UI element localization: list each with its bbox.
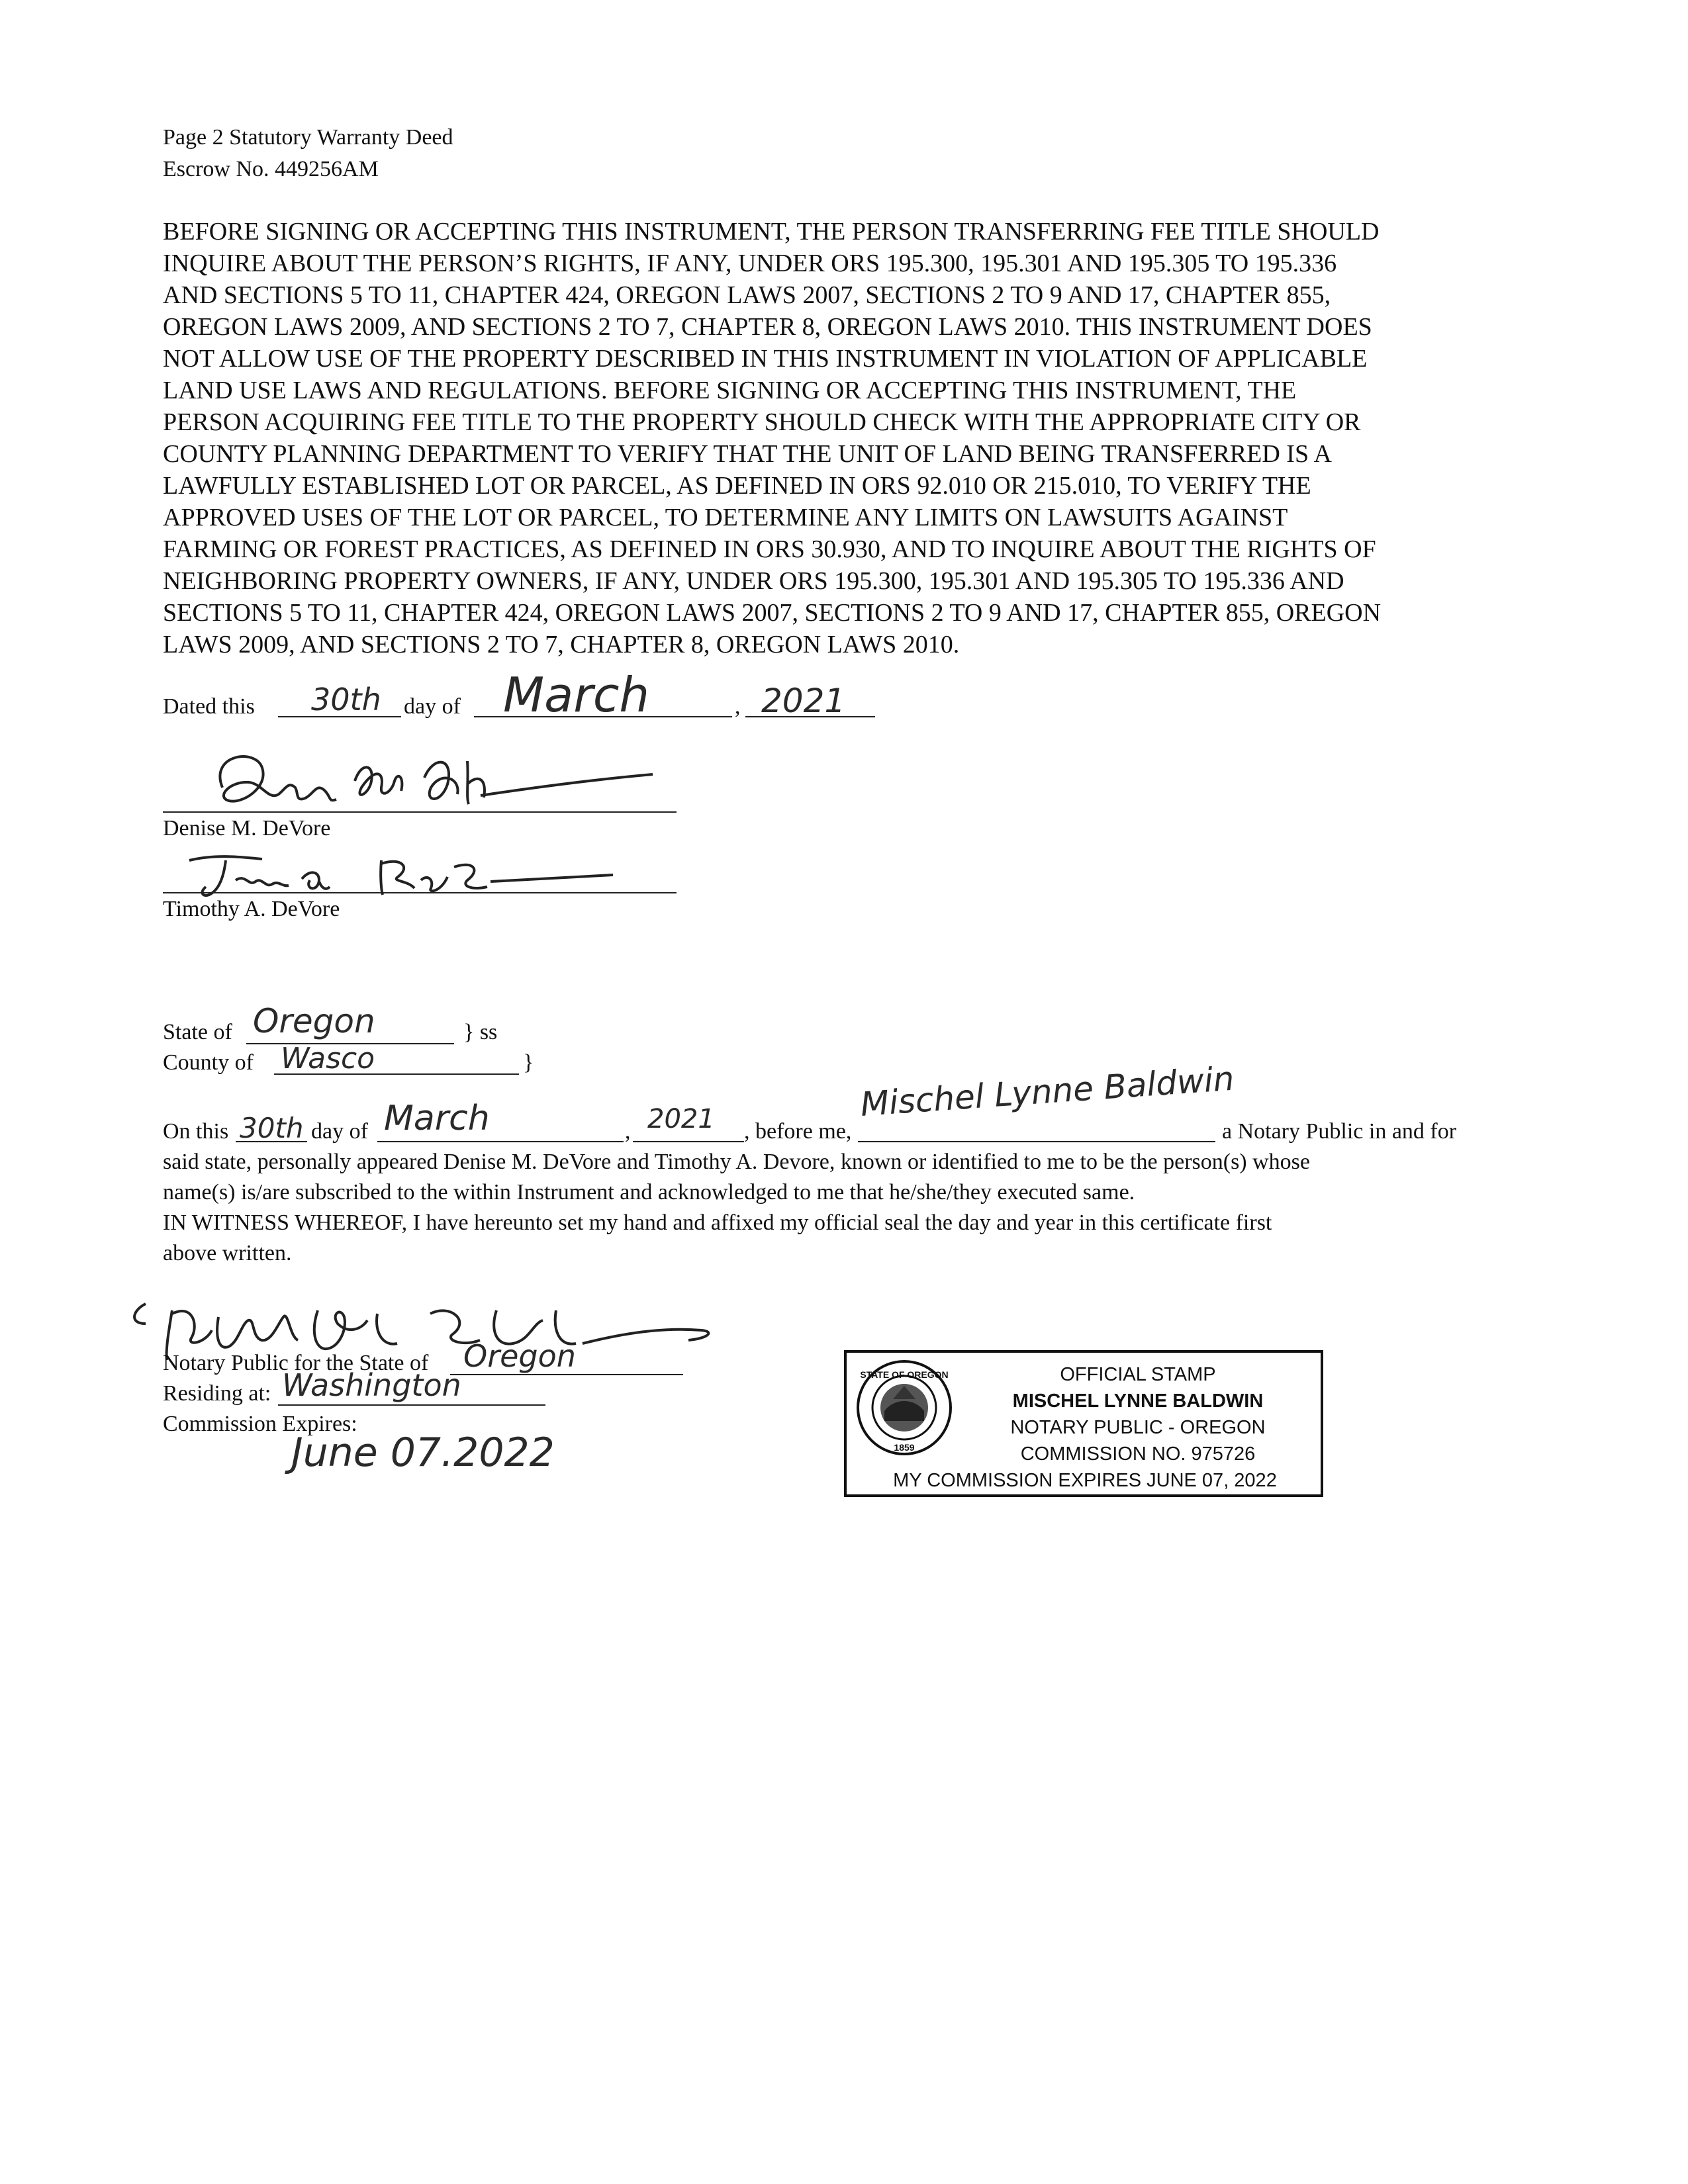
notice-line: SECTIONS 5 TO 11, CHAPTER 424, OREGON LAWS 2007, SECTIONS 2 TO 9 AND 17, CHAPTER 855, OREGON [163,599,1382,627]
notice-line: BEFORE SIGNING OR ACCEPTING THIS INSTRUMENT, THE PERSON TRANSFERRING FEE TITLE SHOULD [163,218,1380,246]
official-notary-stamp [844,1350,1323,1497]
notice-line: COUNTY PLANNING DEPARTMENT TO VERIFY THAT THE UNIT OF LAND BEING TRANSFERRED IS A [163,440,1332,468]
signer1-signature-line [163,811,677,813]
notice-line: APPROVED USES OF THE LOT OR PARCEL, TO DETERMINE ANY LIMITS ON LAWSUITS AGAINST [163,504,1288,531]
notice-line: OREGON LAWS 2009, AND SECTIONS 2 TO 7, CHAPTER 8, OREGON LAWS 2010. THIS INSTRUMENT DOES [163,313,1372,341]
dated-day-handwritten: 30th [311,682,381,717]
seal-year: 1859 [894,1442,915,1453]
ack-before-me: , before me, [744,1119,852,1144]
stamp-commission-no: COMMISSION NO. 975726 [1020,1443,1256,1465]
signer2-name: Timothy A. DeVore [163,897,340,921]
ack-month-blank [377,1141,624,1142]
ack-day-of: day of [311,1119,368,1144]
ack-on-this: On this [163,1119,229,1144]
notice-line: LAWS 2009, AND SECTIONS 2 TO 7, CHAPTER 8, OREGON LAWS 2010. [163,631,960,659]
header-title: Page 2 Statutory Warranty Deed [163,125,453,150]
escrow-number: Escrow No. 449256AM [163,157,379,181]
notary-state-handwritten: Oregon [463,1338,576,1374]
notice-line: PERSON ACQUIRING FEE TITLE TO THE PROPERTY SHOULD CHECK WITH THE APPROPRIATE CITY OR [163,408,1361,436]
stamp-expiration: MY COMMISSION EXPIRES JUNE 07, 2022 [893,1470,1277,1491]
notice-line: LAND USE LAWS AND REGULATIONS. BEFORE SIGNING OR ACCEPTING THIS INSTRUMENT, THE [163,377,1297,404]
notary-public-for-state: Notary Public for the State of [163,1351,429,1375]
state-handwritten: Oregon [253,1002,375,1040]
commission-label: Commission Expires: [163,1412,357,1436]
signer2-signature-line [163,892,677,893]
notice-line: INQUIRE ABOUT THE PERSON’S RIGHTS, IF ANY, UNDER ORS 195.300, 195.301 AND 195.305 TO 195.336 [163,250,1337,277]
signer1-name: Denise M. DeVore [163,816,331,841]
dated-label: Dated this [163,694,255,719]
stamp-notary-public: NOTARY PUBLIC - OREGON [1010,1417,1266,1438]
ack-day-handwritten: 30th [240,1112,304,1144]
ss-label: } ss [463,1020,498,1044]
state-label: State of [163,1020,232,1044]
ack-month-handwritten: March [384,1099,490,1138]
ack-year-blank [633,1141,744,1142]
county-label: County of [163,1050,254,1075]
notice-line: LAWFULLY ESTABLISHED LOT OR PARCEL, AS DEFINED IN ORS 92.010 OR 215.010, TO VERIFY THE [163,472,1311,500]
notice-line: NOT ALLOW USE OF THE PROPERTY DESCRIBED IN THIS INSTRUMENT IN VIOLATION OF APPLICABLE [163,345,1368,373]
stamp-notary-name: MISCHEL LYNNE BALDWIN [1012,1390,1264,1412]
stamp-title: OFFICIAL STAMP [1060,1364,1216,1385]
county-brace: } [523,1050,534,1075]
residing-handwritten: Washington [282,1367,461,1403]
ack-year-handwritten: 2021 [647,1104,715,1134]
ack-line-5: above written. [163,1241,292,1265]
dated-year-handwritten: 2021 [761,682,846,720]
ack-comma: , [625,1119,631,1144]
dated-month-handwritten: March [503,667,650,723]
ack-line-3: name(s) is/are subscribed to the within Instrument and acknowledged to me that he/she/they executed same. [163,1180,1135,1205]
county-handwritten: Wasco [281,1042,375,1075]
dated-comma: , [735,694,741,719]
notice-line: FARMING OR FOREST PRACTICES, AS DEFINED IN ORS 30.930, AND TO INQUIRE ABOUT THE RIGHTS OF [163,535,1376,563]
commission-handwritten: June 07.2022 [291,1430,555,1476]
ack-line-2: said state, personally appeared Denise M. DeVore and Timothy A. Devore, known or identified to me to be the person(s) whose [163,1150,1311,1174]
notice-line: AND SECTIONS 5 TO 11, CHAPTER 424, OREGON LAWS 2007, SECTIONS 2 TO 9 AND 17, CHAPTER 855, [163,281,1331,309]
ack-notary-blank [858,1141,1215,1142]
ack-notary-public: a Notary Public in and for [1222,1119,1457,1144]
notice-line: NEIGHBORING PROPERTY OWNERS, IF ANY, UNDER ORS 195.300, 195.301 AND 195.305 TO 195.336 AND [163,567,1344,595]
residing-blank [278,1404,545,1406]
ack-notary-handwritten: Mischel Lynne Baldwin [859,1059,1236,1124]
notary-state-blank [450,1374,683,1375]
oregon-state-seal-icon [855,1358,954,1457]
ack-line-4: IN WITNESS WHEREOF, I have hereunto set my hand and affixed my official seal the day and year in this certificate first [163,1210,1272,1235]
signature-denise-devore [163,741,679,821]
residing-label: Residing at: [163,1381,271,1406]
dated-day-of-label: day of [404,694,461,719]
seal-text: STATE OF OREGON [860,1369,949,1380]
